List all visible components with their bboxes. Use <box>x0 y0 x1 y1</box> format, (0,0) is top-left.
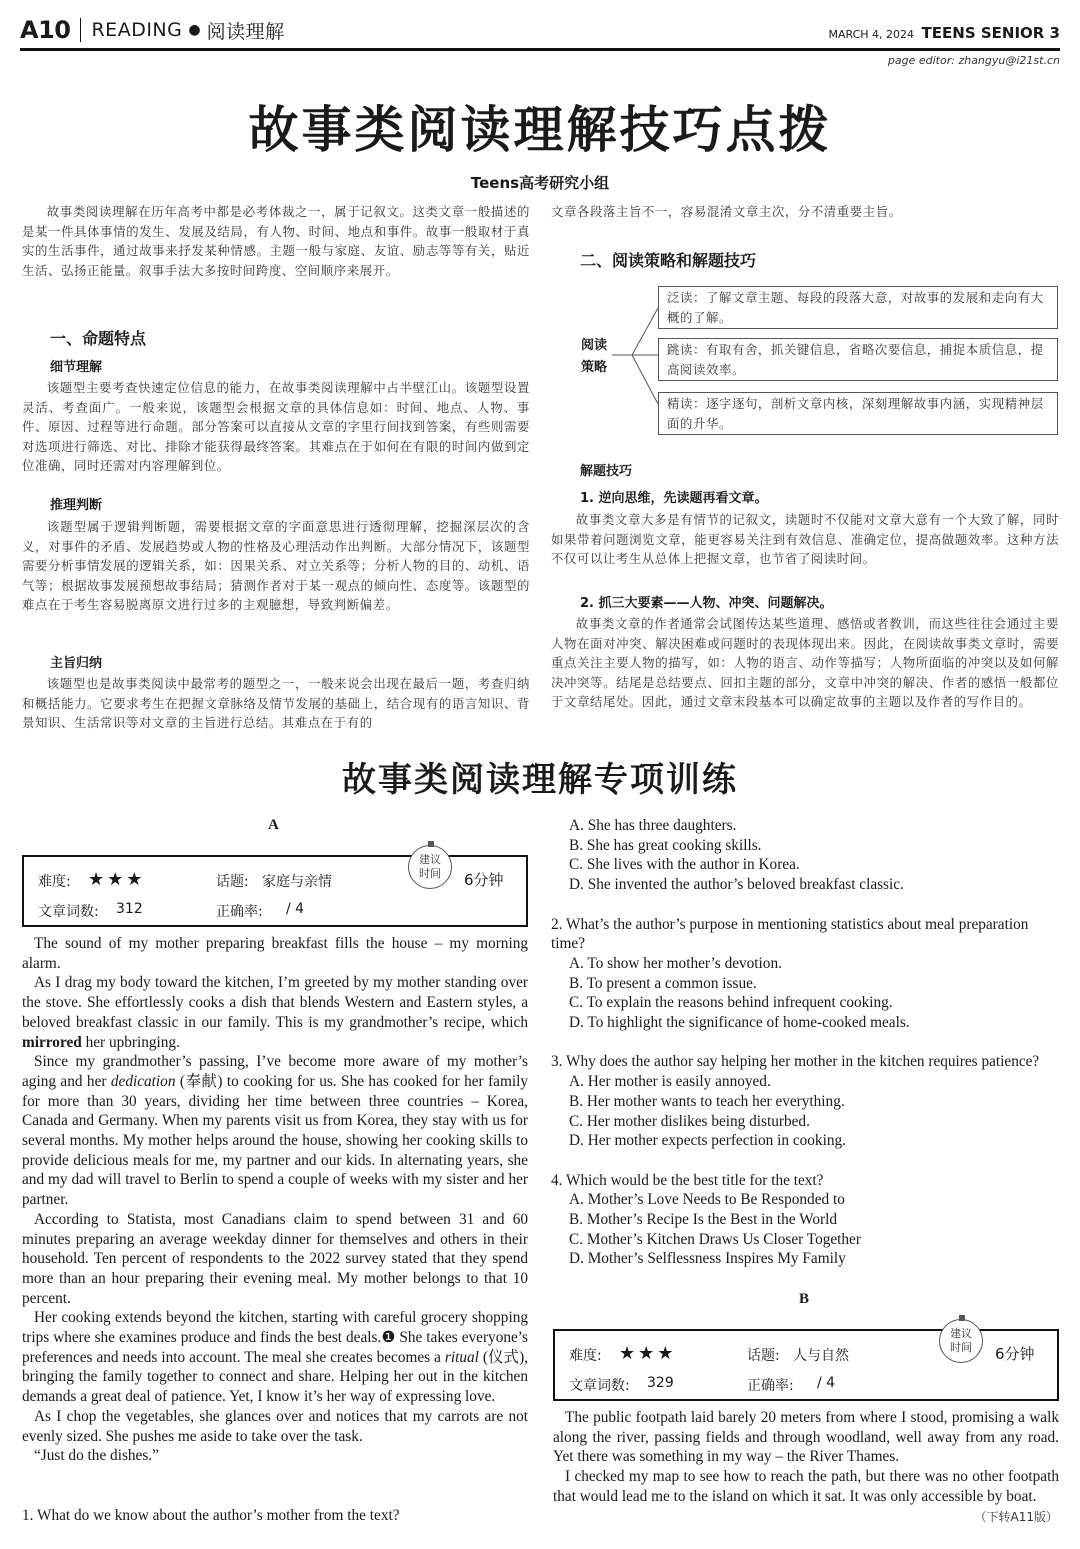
paragraph: According to Statista, most Canadians claim to spend between 31 and 60 minutes preparing an average weekday dinner for themselves and others in their household. Ten percent of respondents to the 2022 survey stated that they spend more than an hour preparing their evening meal. My mother belongs to that 10 percent. <box>22 1210 528 1307</box>
question-3-option-d: D. Her mother expects perfection in cooking. <box>569 1132 846 1150</box>
section1-heading: 一、命题特点 <box>50 329 147 348</box>
tips-heading: 解题技巧 <box>580 464 633 479</box>
section2-heading: 二、阅读策略和解题技巧 <box>580 251 757 270</box>
timer-line2: 时间 <box>419 867 441 880</box>
header-divider <box>80 18 81 42</box>
tip1-heading: 1. 逆向思维，先读题再看文章。 <box>580 491 768 506</box>
paragraph: The sound of my mother preparing breakfast fills the house – my morning alarm. <box>22 935 528 972</box>
topic-value: 家庭与亲情 <box>262 874 332 890</box>
difficulty-stars: ★★★ <box>619 1343 677 1364</box>
paragraph: I checked my map to see how to reach the path, but there was no other footpath that would lead me to the island on which it sat. It was only accessible by boat. <box>553 1468 1059 1505</box>
strategy-label-line2: 策略 <box>580 360 607 375</box>
timer-line1: 建议 <box>419 853 441 866</box>
main-idea-continued: 文章各段落主旨不一，容易混淆文章主次，分不清重要主旨。 <box>551 204 902 219</box>
timer-line1: 建议 <box>950 1327 972 1340</box>
timer-line2: 时间 <box>950 1341 972 1354</box>
paragraph: The public footpath laid barely 20 meters from where I stood, promising a walk along the river, passing fields and through woodland, well away from any road. Yet there was something in my way – the River Thames. <box>553 1409 1059 1466</box>
question-2-stem: 2. What’s the author’s purpose in mentioning statistics about meal preparation time? <box>551 915 1029 953</box>
question-2-option-c: C. To explain the reasons behind infrequent cooking. <box>569 994 893 1012</box>
question-3-option-a: A. Her mother is easily annoyed. <box>569 1073 771 1091</box>
timer-knob <box>428 841 434 847</box>
tip1-paragraph: 故事类文章大多是有情节的记叙文，读题时不仅能对文章大意有一个大致了解，同时如果带着问题浏览文章，能更容易关注到有效信息、准确定位，提高做题效率。这种方法不仅可以让考生从总体上把握文章，也节省了阅读时间。 <box>551 512 1059 567</box>
topic-label: 话题: <box>216 874 249 890</box>
article-author: Teens高考研究小组 <box>470 174 610 192</box>
timer-icon <box>408 845 452 889</box>
detail-text <box>22 378 530 476</box>
inference-heading: 推理判断 <box>50 498 103 513</box>
question-1-option-c: C. She lives with the author in Korea. <box>569 856 800 874</box>
training-title: 故事类阅读理解专项训练 <box>342 760 738 800</box>
article-title: 故事类阅读理解技巧点拨 <box>248 101 832 159</box>
question-3-option-c: C. Her mother dislikes being disturbed. <box>569 1112 810 1130</box>
section-name: READING <box>91 19 183 41</box>
accuracy-value: / 4 <box>817 1375 836 1391</box>
page-editor: page editor: zhangyu@i21st.cn <box>887 54 1060 67</box>
tip2-paragraph: 故事类文章的作者通常会试图传达某些道理、感悟或者教训，而这些往往会通过主要人物在面对冲突、解决困难或问题时的表现体现出来。因此，在阅读故事类文章时，需要重点关注主要人物的描写，如：人物的语言、动作等描写；人物所面临的冲突以及如何解决冲突等。结尾是总结要点、回扣主题的部分，文章中冲突的解决、作者的感悟一般都位于文章结尾处。因此，通过文章末段基本可以确定故事的主题以及作者的写作目的。 <box>551 616 1059 710</box>
page-number: A10 <box>20 16 71 44</box>
difficulty-label: 难度: <box>569 1348 602 1364</box>
header-right <box>829 24 1061 42</box>
topic-label: 话题: <box>747 1348 780 1364</box>
main-idea-text <box>22 674 530 733</box>
accuracy-label: 正确率: <box>216 904 263 920</box>
inference-paragraph: 该题型属于逻辑判断题，需要根据文章的字面意思进行透彻理解，挖掘深层次的含义，对事件的矛盾、发展趋势或人物的性格及心理活动作出判断。大部分情况下，该题型需要分析事情发展的逻辑关系，如：因果关系、对立关系等；分析人物的目的、动机、语气等；根据故事发展预想故事结局；猜测作者对于某一观点的倾向性、态度等。该题型的难点在于考生容易脱离原文进行过多的主观臆想，导致判断偏差。 <box>22 519 530 613</box>
intro-paragraph: 故事类阅读理解在历年高考中都是必考体裁之一，属于记叙文。这类文章一般描述的是某一件具体事情的发生、发展及结局，有人物、时间、地点和事件。故事一般取材于真实的生活事件，通过故事来抒发某种情感。主题一般与家庭、友谊、励志等等有关，贴近生活、弘扬正能量。叙事手法大多按时间跨度、空间顺序来展开。 <box>22 204 530 278</box>
continued-note: （下转A11版） <box>974 1510 1058 1524</box>
passage-b-info-card <box>553 1329 1059 1401</box>
question-1-stem: 1. What do we know about the author’s mother from the text? <box>22 1507 400 1524</box>
question-1-option-b: B. She has great cooking skills. <box>569 836 762 854</box>
topic-value: 人与自然 <box>793 1348 849 1364</box>
detail-paragraph: 该题型主要考查快速定位信息的能力，在故事类阅读理解中占半壁江山。该题型设置灵活、考查面广。一般来说，该题型会根据文章的具体信息如：时间、地点、人物、事件、原因、过程等进行命题。部分答案可以直接从文章的字里行间找到答案，有些则需要对选项进行筛选、对比、排除才能获得最终答案。其难点在于如何在有限的时间内做到定位准确，同时还需对内容理解到位。 <box>22 380 530 474</box>
question-2-option-d: D. To highlight the significance of home-cooked meals. <box>569 1014 910 1032</box>
tip1-text <box>551 510 1059 569</box>
difficulty-stars: ★★★ <box>88 869 146 890</box>
word-count-label: 文章词数: <box>38 904 99 920</box>
timer-knob <box>959 1315 965 1321</box>
detail-heading: 细节理解 <box>50 360 103 375</box>
question-4-option-a: A. Mother’s Love Needs to Be Responded to <box>569 1191 845 1209</box>
difficulty-label: 难度: <box>38 874 71 890</box>
question-4-option-c: C. Mother’s Kitchen Draws Us Closer Together <box>569 1230 861 1248</box>
question-4-stem: 4. Which would be the best title for the text? <box>551 1171 824 1189</box>
accuracy-value: / 4 <box>286 901 305 917</box>
question-3-option-b: B. Her mother wants to teach her everything. <box>569 1092 845 1110</box>
tip2-text <box>551 614 1059 712</box>
passage-a-info-card <box>22 855 528 927</box>
paragraph: As I drag my body toward the kitchen, I’m greeted by my mother standing over the stove. She effortlessly cooks a dish that blends Western and Eastern styles, a beloved breakfast classic in our family. This is my grandmother’s recipe, which mirrored her upbringing. <box>22 974 528 1051</box>
paragraph: “Just do the dishes.” <box>34 1447 159 1465</box>
page-header <box>20 14 1060 51</box>
main-idea-text-continued <box>551 202 1059 222</box>
question-4-option-b: B. Mother’s Recipe Is the Best in the World <box>569 1211 837 1229</box>
timer-icon <box>939 1319 983 1363</box>
paragraph: Since my grandmother’s passing, I’ve become more aware of my mother’s aging and her dedication (奉献) to cooking for us. She has cooked for her family for more than 30 years, dividing her time between three countries – Korea, Canada and Germany. When my parents visit us from Korea, they stay with us for several months. My mother helps around the house, showing her cooking skills to provide delicious meals for me, my partner and our kids. In alternating years, she and my dad will travel to Berlin to spend a couple of weeks with my sister and her partner. <box>22 1053 528 1209</box>
tip2-heading: 2. 抓三大要素——人物、冲突、问题解决。 <box>580 596 833 611</box>
header-left <box>20 16 285 44</box>
passage-b-text <box>553 1408 1059 1507</box>
strategy-connector <box>612 280 660 440</box>
question-1-option-d: D. She invented the author’s beloved breakfast classic. <box>569 876 904 894</box>
question-2-option-a: A. To show her mother’s devotion. <box>569 954 782 972</box>
accuracy-label: 正确率: <box>747 1378 794 1394</box>
passage-b-letter: B <box>799 1291 810 1307</box>
main-idea-heading: 主旨归纳 <box>50 656 103 671</box>
question-4-option-d: D. Mother’s Selflessness Inspires My Family <box>569 1250 846 1268</box>
section-name-zh: 阅读理解 <box>206 20 285 43</box>
main-idea-paragraph: 该题型也是故事类阅读中最常考的题型之一，一般来说会出现在最后一题，考查归纳和概括能力。它要求考生在把握文章脉络及情节发展的基础上，结合现有的语言知识、背景知识、生活常识等对文章的主旨进行总结。其难点在于有的 <box>22 676 530 731</box>
strategy-box-skim: 泛读：了解文章主题、每段的段落大意，对故事的发展和走向有大概的了解。 <box>658 286 1058 329</box>
passage-a-letter: A <box>268 817 279 833</box>
strategy-box-scan: 跳读：有取有舍，抓关键信息，省略次要信息，捕捉本质信息，提高阅读效率。 <box>658 338 1058 381</box>
word-count-label: 文章词数: <box>569 1378 630 1394</box>
passage-a-text <box>22 934 528 1466</box>
strategy-label-line1: 阅读 <box>580 338 607 353</box>
strategy-label <box>578 335 610 379</box>
word-count: 312 <box>116 901 143 917</box>
paper-name: TEENS SENIOR 3 <box>921 24 1060 42</box>
question-3-stem: 3. Why does the author say helping her mother in the kitchen requires patience? <box>551 1053 1040 1071</box>
suggested-time: 6分钟 <box>995 1345 1035 1363</box>
suggested-time: 6分钟 <box>464 871 504 889</box>
bullet-icon: ● <box>188 22 201 38</box>
questions-block <box>551 816 1061 1269</box>
word-count: 329 <box>647 1375 674 1391</box>
question-2-option-b: B. To present a common issue. <box>569 974 757 992</box>
question-1-option-a: A. She has three daughters. <box>569 817 737 834</box>
strategy-box-intensive: 精读：逐字逐句，剖析文章内核，深刻理解故事内涵，实现精神层面的升华。 <box>658 392 1058 435</box>
paragraph: As I chop the vegetables, she glances over and notices that my carrots are not evenly sized. She pushes me aside to take over the task. <box>22 1407 528 1445</box>
inference-text <box>22 517 530 615</box>
article-intro <box>22 202 530 280</box>
paragraph: Her cooking extends beyond the kitchen, starting with careful grocery shopping trips where she examines produce and finds the best deals.❶ She takes everyone’s preferences and needs into account. The meal she creates becomes a ritual (仪式), bringing the family together to connect and share. Helping her out in the kitchen demands a great deal of patience. Yet, I know it’s her way of expressing love. <box>22 1309 528 1406</box>
issue-date: MARCH 4, 2024 <box>828 28 915 41</box>
